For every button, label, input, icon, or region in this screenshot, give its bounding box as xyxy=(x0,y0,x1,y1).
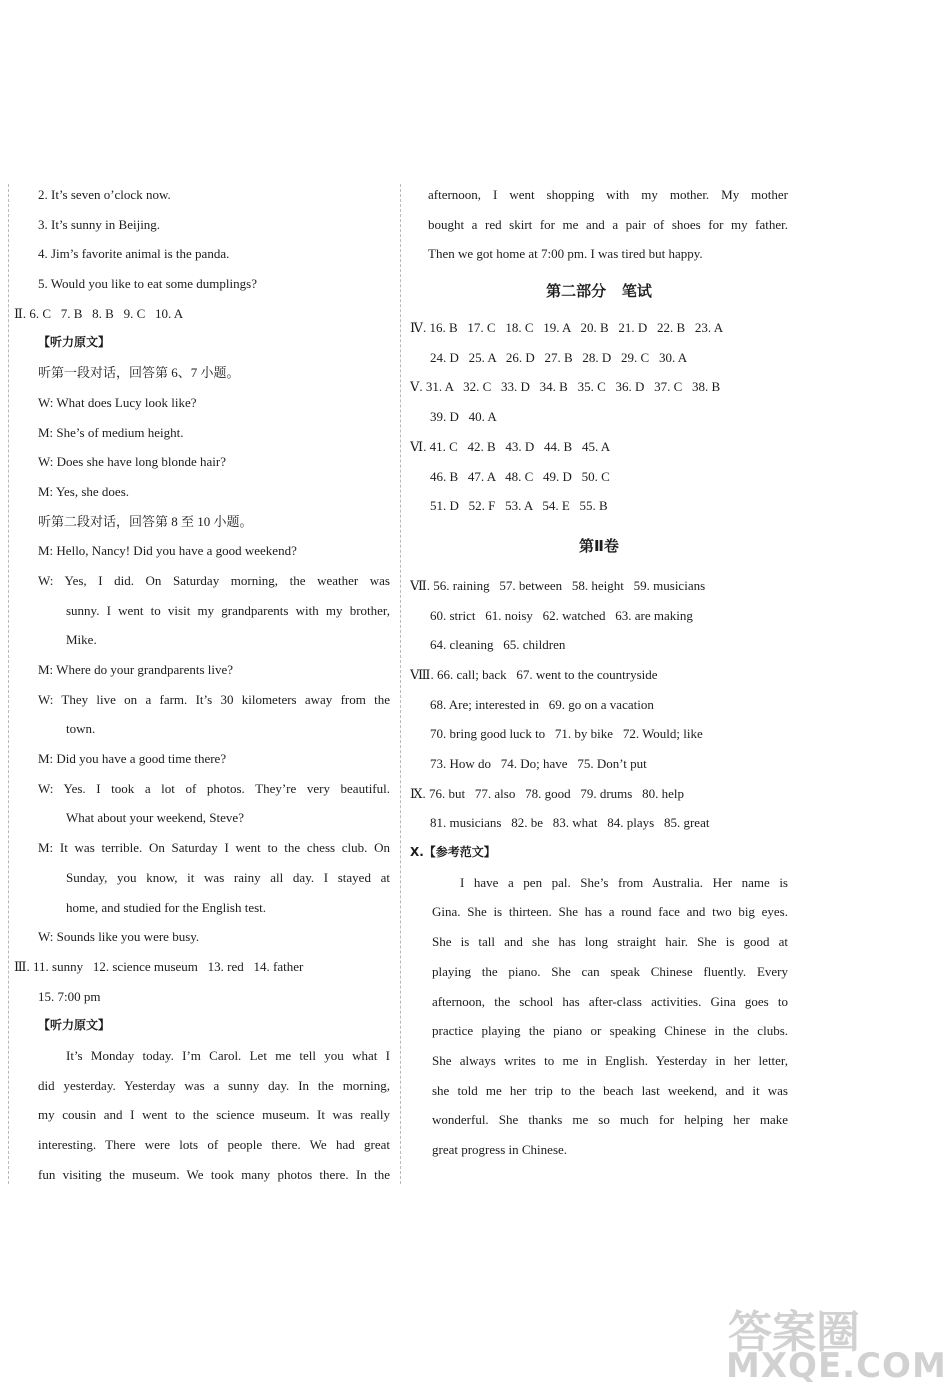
section-3-answers: Ⅲ. 11. sunny 12. science museum 13. red 14. father xyxy=(14,958,304,974)
dialog-line: W: Yes. I took a lot of photos. They’re very beautiful. xyxy=(38,780,390,796)
mc-answers-line: Ⅵ. 41. C 42. B 43. D 44. B 45. A xyxy=(410,438,611,454)
part-two-title: 第二部分 笔试 xyxy=(546,282,652,301)
section-2-answers: Ⅱ. 6. C 7. B 8. B 9. C 10. A xyxy=(14,305,184,321)
dialog-line: M: Yes, she does. xyxy=(38,483,130,499)
essay-line: I have a pen pal. She’s from Australia. Her name is xyxy=(460,874,788,890)
passage-line: afternoon, I went shopping with my mother. My mother xyxy=(428,187,788,202)
mc-answers-line: 51. D 52. F 53. A 54. E 55. B xyxy=(430,498,608,514)
answer-line: 3. It’s sunny in Beijing. xyxy=(38,216,161,232)
dialog-line: town. xyxy=(66,721,96,737)
answer-line: 2. It’s seven o’clock now. xyxy=(38,187,171,202)
section-3-answers-cont: 15. 7:00 pm xyxy=(38,988,101,1004)
essay-line: she told me her trip to the beach last weekend, and it was xyxy=(432,1082,788,1098)
dialog-line: M: Hello, Nancy! Did you have a good weekend? xyxy=(38,543,297,559)
answer-line: 5. Would you like to eat some dumplings? xyxy=(38,276,257,292)
dialog-line: Sunday, you know, it was rainy all day. I stayed at xyxy=(66,869,390,885)
dialog-line: sunny. I went to visit my grandparents with my brother, xyxy=(66,602,390,618)
essay-line: playing the piano. She can speak Chinese fluently. Every xyxy=(432,963,788,979)
watermark-logo xyxy=(722,1296,947,1388)
dialog-line: W: Does she have long blonde hair? xyxy=(38,454,226,470)
fill-answers-line: Ⅸ. 76. but 77. also 78. good 79. drums 80. help xyxy=(410,785,684,801)
passage-line: Then we got home at 7:00 pm. I was tired but happy. xyxy=(428,246,703,262)
left-column xyxy=(14,180,390,1189)
dialog-line: Mike. xyxy=(66,632,97,648)
mc-answers-line: 24. D 25. A 26. D 27. B 28. D 29. C 30. A xyxy=(430,349,688,365)
fill-answers-line: Ⅶ. 56. raining 57. between 58. height 59. musicians xyxy=(410,577,706,593)
dialog-line: W: They live on a farm. It’s 30 kilometers away from the xyxy=(38,691,390,707)
dialog-line: home, and studied for the English test. xyxy=(66,899,267,915)
volume-two-title: 第Ⅱ卷 xyxy=(579,536,619,555)
passage-line: It’s Monday today. I’m Carol. Let me tell you what I xyxy=(66,1047,390,1063)
essay-line: great progress in Chinese. xyxy=(432,1141,568,1157)
dialog-line: W: Sounds like you were busy. xyxy=(38,929,200,945)
left-margin-rule xyxy=(8,184,9,1184)
essay-line: afternoon, the school has after-class activities. Gina goes to xyxy=(432,993,788,1009)
watermark-domain: MXQE.COM xyxy=(726,1346,947,1386)
dialog-line: M: She’s of medium height. xyxy=(38,424,184,440)
fill-answers-line: 68. Are; interested in 69. go on a vacation xyxy=(430,696,654,712)
mc-answers-line: 39. D 40. A xyxy=(430,409,497,425)
dialog-line: W: Yes, I did. On Saturday morning, the weather was xyxy=(38,572,390,588)
passage-line: did yesterday. Yesterday was a sunny day. In the morning, xyxy=(38,1077,390,1093)
mc-answers-line: Ⅳ. 16. B 17. C 18. C 19. A 20. B 21. D 22. B 23. A xyxy=(410,320,724,336)
dialog-line: W: What does Lucy look like? xyxy=(38,394,197,410)
watermark-chinese: 答案圈 xyxy=(728,1307,860,1358)
dialog-intro: 听第二段对话，回答第 8 至 10 小题。 xyxy=(38,513,253,529)
fill-answers-line: 73. How do 74. Do; have 75. Don’t put xyxy=(430,756,647,771)
passage-line: bought a red skirt for me and a pair of shoes for my father. xyxy=(428,216,788,232)
sample-essay-header: Ⅹ.【参考范文】 xyxy=(410,845,496,860)
essay-line: Gina. She is thirteen. She has a round face and two big eyes. xyxy=(432,904,788,920)
listening-script-header: 【听力原文】 xyxy=(38,335,111,350)
passage-line: fun visiting the museum. We took many photos there. In the xyxy=(38,1166,390,1182)
fill-answers-line: 64. cleaning 65. children xyxy=(430,637,566,653)
essay-line: She always writes to me in English. Yesterday in her letter, xyxy=(432,1052,788,1068)
dialog-line: M: Where do your grandparents live? xyxy=(38,662,234,677)
listening-script-header: 【听力原文】 xyxy=(38,1018,111,1033)
answer-line: 4. Jim’s favorite animal is the panda. xyxy=(38,246,230,262)
right-column xyxy=(410,180,788,1165)
mc-answers-line: Ⅴ. 31. A 32. C 33. D 34. B 35. C 36. D 37. C 38. B xyxy=(410,379,721,395)
passage-line: interesting. There were lots of people there. We had great xyxy=(38,1137,390,1152)
fill-answers-line: 60. strict 61. noisy 62. watched 63. are making xyxy=(430,607,693,623)
mc-answers-line: 46. B 47. A 48. C 49. D 50. C xyxy=(430,468,610,484)
fill-answers-line: 81. musicians 82. be 83. what 84. plays 85. great xyxy=(430,815,710,831)
dialog-intro: 听第一段对话，回答第 6、7 小题。 xyxy=(38,365,240,381)
essay-line: practice playing the piano or speaking Chinese in the clubs. xyxy=(432,1023,788,1039)
column-divider xyxy=(400,184,401,1184)
dialog-line: M: It was terrible. On Saturday I went to the chess club. On xyxy=(38,840,390,856)
dialog-line: What about your weekend, Steve? xyxy=(66,810,244,826)
essay-line: She is tall and she has long straight hair. She is good at xyxy=(432,934,788,950)
essay-line: wonderful. She thanks me so much for helping her make xyxy=(432,1112,788,1128)
fill-answers-line: Ⅷ. 66. call; back 67. went to the countryside xyxy=(410,666,658,682)
dialog-line: M: Did you have a good time there? xyxy=(38,751,227,767)
passage-line: my cousin and I went to the science museum. It was really xyxy=(38,1107,390,1123)
fill-answers-line: 70. bring good luck to 71. by bike 72. Would; like xyxy=(430,726,703,742)
